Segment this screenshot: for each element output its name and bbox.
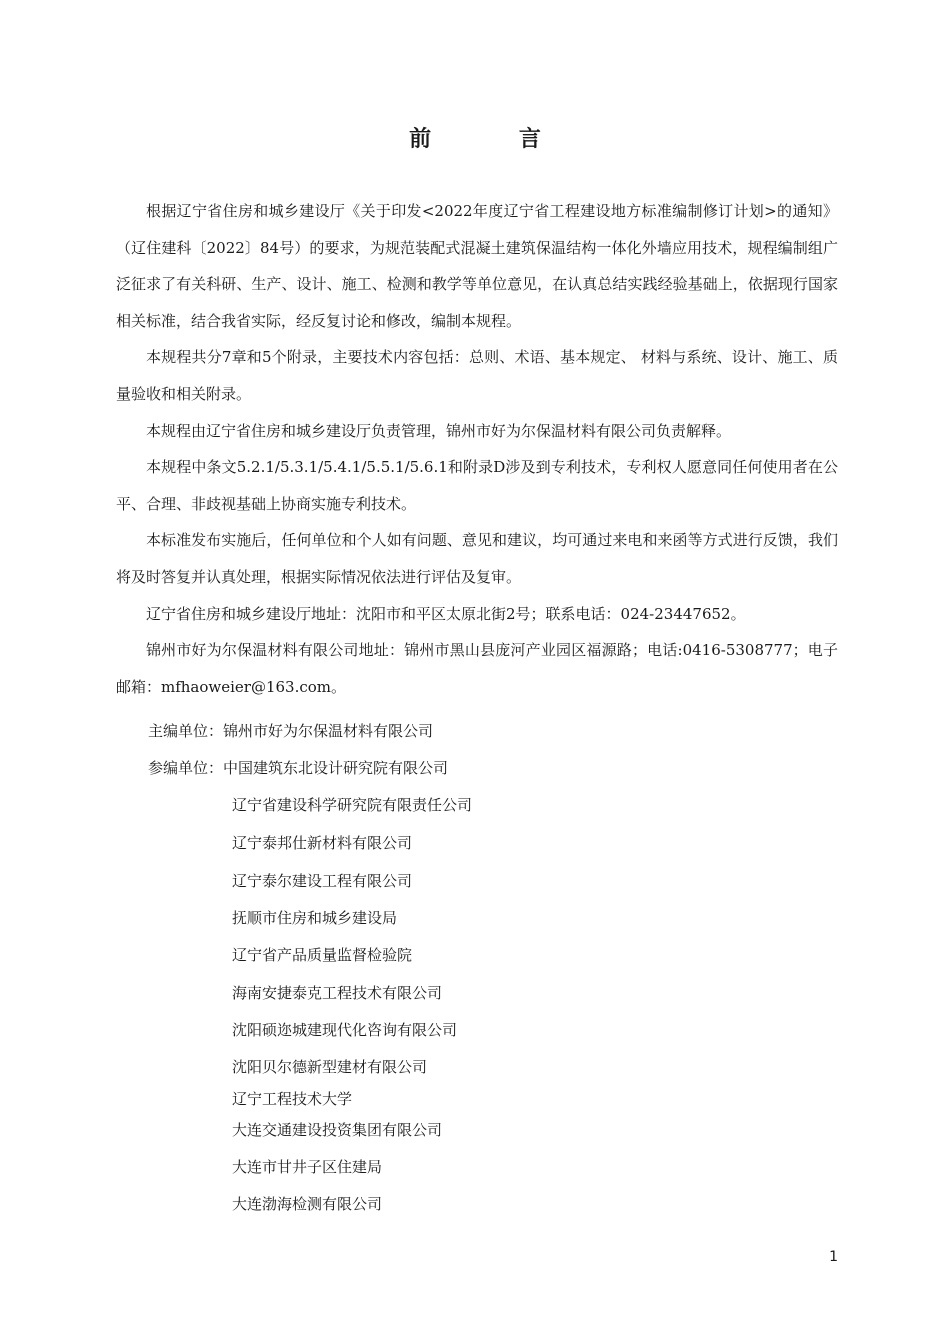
participant-unit: 辽宁省产品质量监督检验院	[232, 946, 413, 964]
participant-unit: 海南安捷泰克工程技术有限公司	[232, 984, 443, 1002]
preface-paragraph: 根据辽宁省住房和城乡建设厅《关于印发<2022年度辽宁省工程建设地方标准编制修订计划>的通知》（辽住建科〔2022〕84号）的要求，为规范装配式混凝土建筑保温结构一体化外墙应用技术，规程编制组广泛征求了有关科研、生产、设计、施工、检测和教学等单位意见，在认真总结实践经验基础上，依据现行国家相关标准，结合我省实际，经反复讨论和修改，编制本规程。	[116, 202, 838, 330]
participant-unit: 大连渤海检测有限公司	[232, 1195, 383, 1213]
participant-unit: 辽宁泰邦仕新材料有限公司	[232, 834, 413, 852]
preface-paragraph: 本规程由辽宁省住房和城乡建设厅负责管理，锦州市好为尔保温材料有限公司负责解释。	[146, 421, 732, 440]
page-title: 前 言	[409, 127, 581, 152]
preface-paragraph: 本规程共分7章和5个附录，主要技术内容包括：总则、术语、基本规定、 材料与系统、设计、施工、质量验收和相关附录。	[116, 348, 838, 403]
preface-paragraph: 本规程中条文5.2.1/5.3.1/5.4.1/5.5.1/5.6.1和附录D涉及到专利技术，专利权人愿意同任何使用者在公平、合理、非歧视基础上协商实施专利技术。	[116, 458, 838, 513]
preface-paragraph: 本标准发布实施后，任何单位和个人如有问题、意见和建议，均可通过来电和来函等方式进行反馈，我们将及时答复并认真处理，根据实际情况依法进行评估及复审。	[116, 531, 838, 586]
preface-paragraph: 辽宁省住房和城乡建设厅地址：沈阳市和平区太原北街2号；联系电话：024-23447652。	[146, 604, 746, 623]
participant-unit: 中国建筑东北设计研究院有限公司	[223, 759, 449, 777]
participant-unit: 沈阳贝尔德新型建材有限公司	[232, 1058, 428, 1076]
participant-unit: 大连交通建设投资集团有限公司	[232, 1121, 443, 1139]
participant-row	[148, 756, 448, 780]
participant-unit: 辽宁工程技术大学	[232, 1090, 353, 1108]
participant-unit: 沈阳硕迩城建现代化咨询有限公司	[232, 1021, 458, 1039]
participant-unit: 抚顺市住房和城乡建设局	[232, 909, 398, 927]
chief-editor-unit: 主编单位：锦州市好为尔保温材料有限公司	[148, 722, 434, 740]
preface-paragraph: 锦州市好为尔保温材料有限公司地址：锦州市黑山县庞河产业园区福源路；电话:0416-5308777；电子邮箱：mfhaoweier@163.com。	[116, 641, 838, 696]
participant-unit: 辽宁泰尔建设工程有限公司	[232, 872, 413, 890]
page-number: 1	[829, 1249, 838, 1265]
participant-unit: 大连市甘井子区住建局	[232, 1158, 383, 1176]
preface-body	[116, 193, 838, 705]
participant-unit: 辽宁省建设科学研究院有限责任公司	[232, 796, 473, 814]
participants-label: 参编单位：	[148, 759, 224, 777]
